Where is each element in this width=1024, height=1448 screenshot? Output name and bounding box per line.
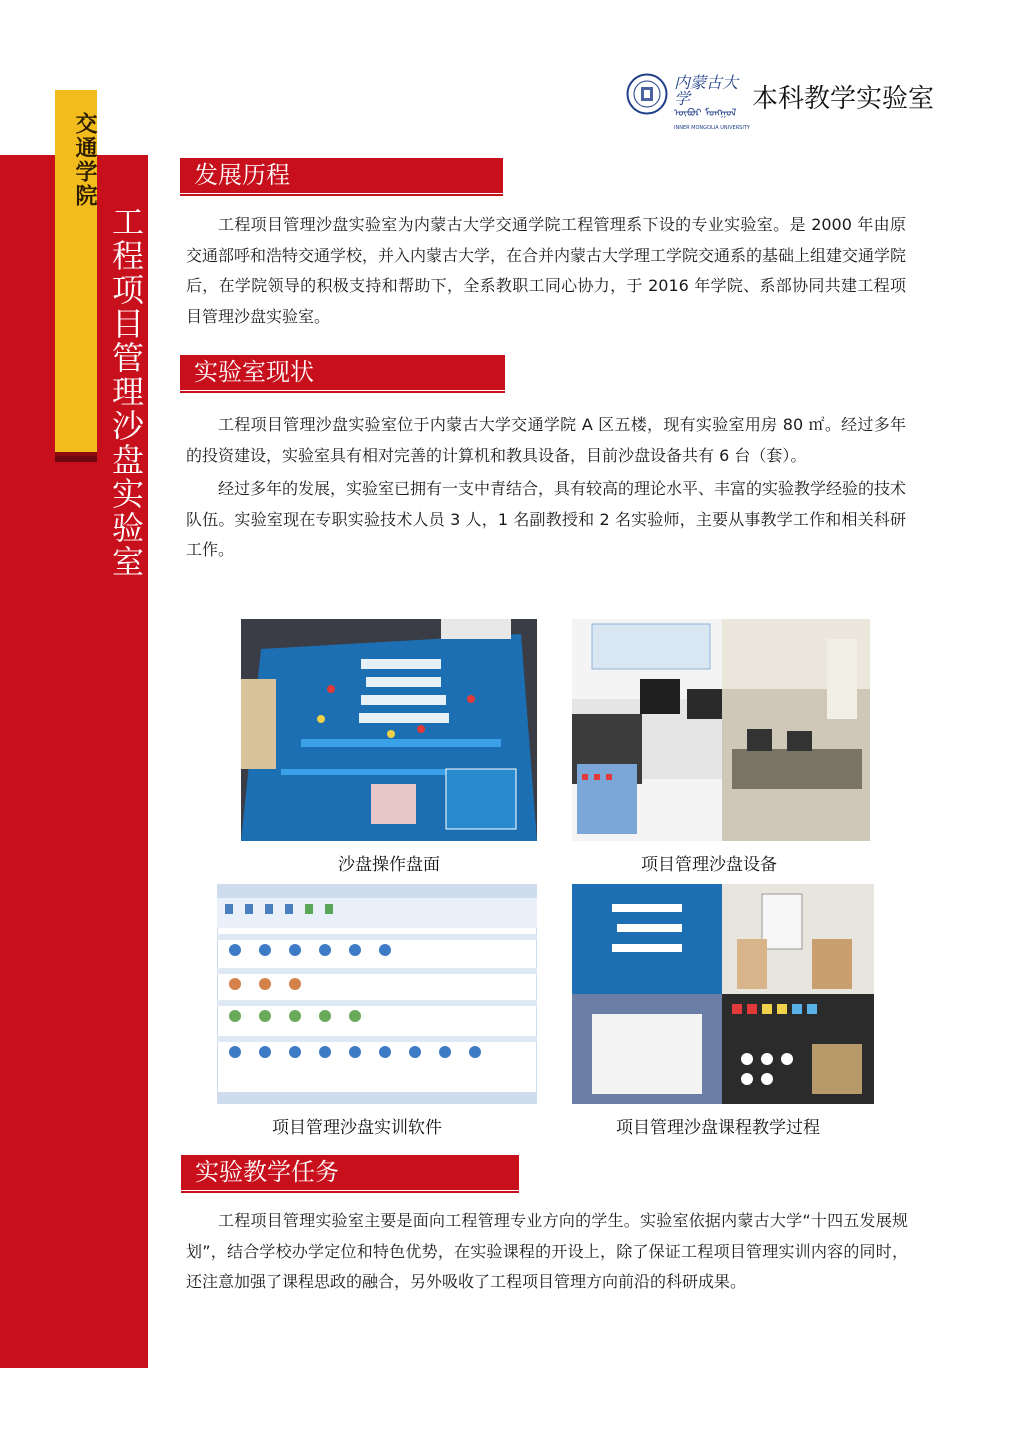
teaching-text — [186, 1206, 908, 1298]
lab-vertical-title: 工程项目管理沙盘实验室 — [107, 205, 145, 579]
university-seal-icon — [626, 73, 668, 115]
university-name-cn: 内蒙古大学 — [674, 73, 739, 108]
university-wordmark — [674, 75, 752, 131]
history-text — [186, 210, 906, 332]
photo-caption-teaching: 项目管理沙盘课程教学过程 — [616, 1118, 820, 1138]
status-paragraph-1: 工程项目管理沙盘实验室位于内蒙古大学交通学院 A 区五楼，现有实验室用房 80 ㎡。经过多年的投资建设，实验室具有相对完善的计算机和教具设备，目前沙盘设备共有 6 台（套）。 — [186, 415, 906, 465]
college-tab — [55, 90, 97, 456]
teaching-process-photo — [572, 884, 874, 1104]
status-text — [186, 410, 906, 566]
teaching-paragraph: 工程项目管理实验室主要是面向工程管理专业方向的学生。实验室依据内蒙古大学“十四五发展规划”，结合学校办学定位和特色优势，在实验课程的开设上，除了保证工程项目管理实训内容的同时，还注意加强了课程思政的融合，另外吸收了工程项目管理方向前沿的科研成果。 — [186, 1211, 908, 1291]
section-heading-teaching: 实验教学任务 — [181, 1155, 519, 1190]
status-paragraph-2: 经过多年的发展，实验室已拥有一支中青结合，具有较高的理论水平、丰富的实验教学经验的技术队伍。实验室现在专职实验技术人员 3 人，1 名副教授和 2 名实验师，主要从事教学工作和相关科研工作。 — [186, 479, 907, 559]
university-name-mn: ᠦᠪᠦᠷ ᠮᠣᠩᠭᠣᠯ — [674, 108, 737, 119]
page-header-title: 本科教学实验室 — [752, 84, 935, 114]
history-paragraph: 工程项目管理沙盘实验室为内蒙古大学交通学院工程管理系下设的专业实验室。是 2000 年由原交通部呼和浩特交通学校，并入内蒙古大学，在合并内蒙古大学理工学院交通系的基础上组建交通学院后，在学院领导的积极支持和帮助下，全系教职工同心协力，于 2016 年学院、系部协同共建工程项目管理沙盘实验室。 — [186, 215, 907, 326]
photo-caption-equipment: 项目管理沙盘设备 — [641, 855, 777, 875]
lab-equipment-photo — [572, 619, 870, 841]
photo-caption-software: 项目管理沙盘实训软件 — [272, 1118, 442, 1138]
section-heading-status: 实验室现状 — [180, 355, 505, 390]
photo-caption-board: 沙盘操作盘面 — [338, 855, 440, 875]
sand-table-board-photo — [241, 619, 537, 841]
university-name-en: INNER MONGOLIA UNIVERSITY — [674, 125, 750, 131]
college-name: 交通学院 — [72, 112, 97, 208]
section-heading-history: 发展历程 — [180, 158, 503, 193]
training-software-screenshot — [217, 884, 537, 1104]
